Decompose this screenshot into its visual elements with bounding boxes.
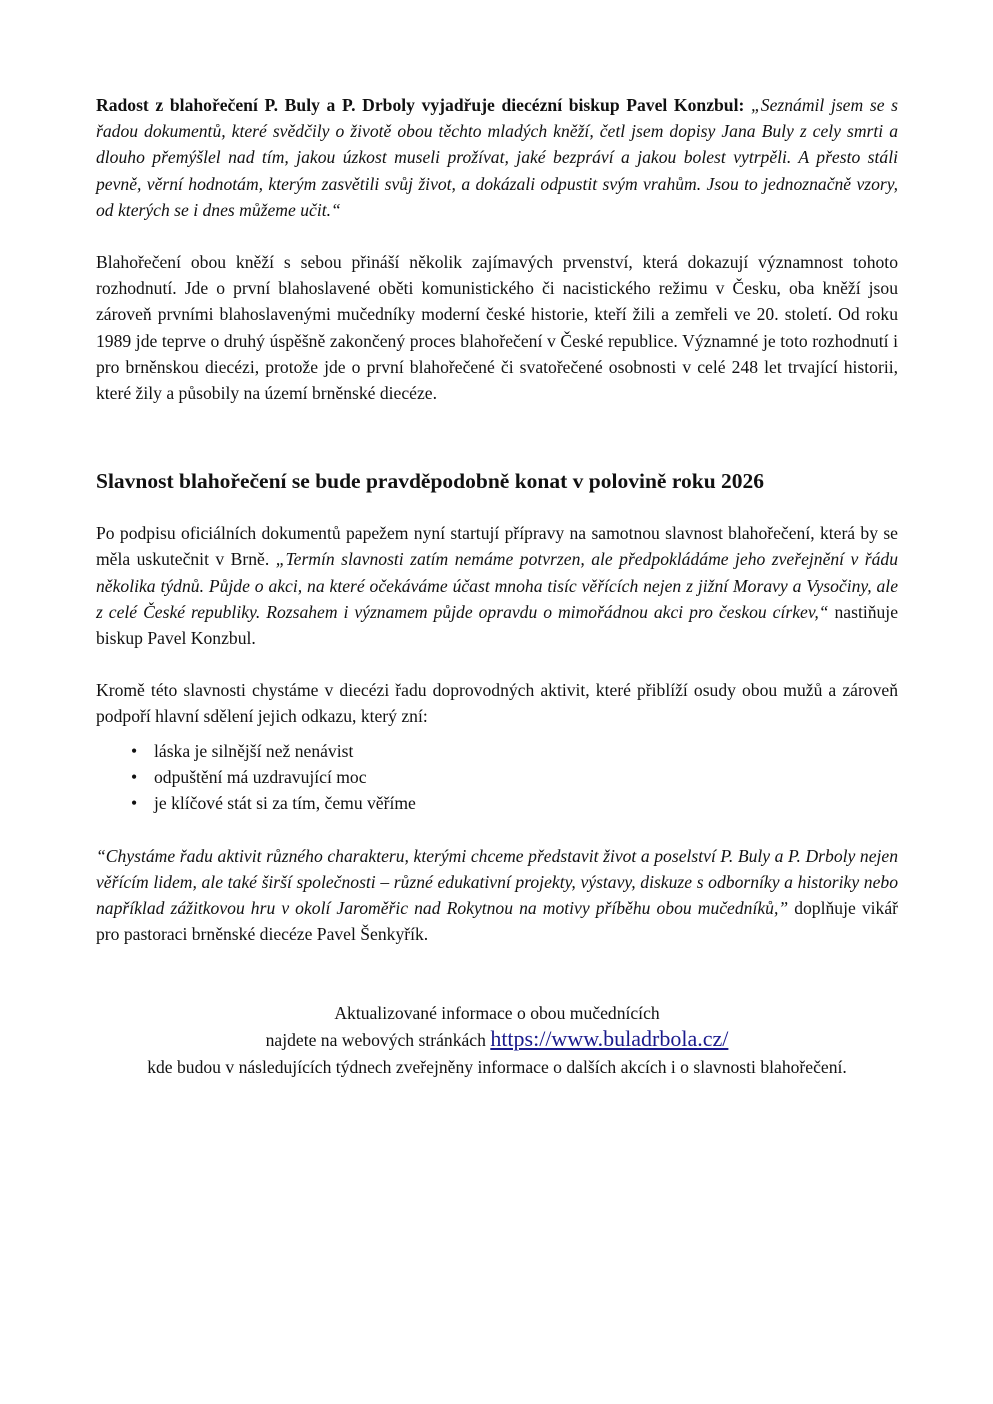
preparations-lead: Po podpisu oficiálních dokumentů papežem nyní startují přípravy na samotnou slavnost blahořečení, která by se měla uskutečnit v Brně.: [96, 523, 898, 570]
paragraph-activities: Kromě této slavnosti chystáme v diecézi řadu doprovodných aktivit, které přiblíží osudy obou mužů a zároveň podpoří hlavní sdělení jejich odkazu, který zní:: [96, 680, 898, 727]
closing-block: [86, 1000, 908, 1080]
list-item-text: odpuštění má uzdravující moc: [154, 767, 367, 788]
bullet-icon: •: [131, 767, 138, 788]
document-page: [96, 92, 898, 1080]
website-link[interactable]: https://www.buladrbola.cz/: [490, 1026, 729, 1052]
vicar-quote: “Chystáme řadu aktivit různého charakteru, kterými chceme představit život a poselství P. Buly a P. Drboly nejen věřícím lidem, ale také širší společnosti – různé edukativní projekty, výstavy, diskuze s odborníky a historiky nebo například zážitkovou hru v okolí Jaroměřic nad Rokytnou na motivy příběhu obou mučedníků,”: [96, 845, 898, 919]
list-item: [96, 738, 898, 764]
preparations-tail: nastiňuje biskup Pavel Konzbul.: [96, 601, 899, 649]
section-heading: Slavnost blahořečení se bude pravděpodobně konat v polovině roku 2026: [96, 469, 765, 494]
paragraph-firsts: Blahořečení obou kněží s sebou přináší několik zajímavých prvenství, která dokazují významnost tohoto rozhodnutí. Jde o první blahoslavené oběti komunistického či nacistického režimu v Česku, oba kněží jsou zároveň prvními blahoslavenými mučedníky moderní české historie, kteří žili a zemřeli ve 20. století. Od roku 1989 jde teprve o druhý úspěšně zakončený proces blahořečení v České republice. Významné je toto rozhodnutí i pro brněnskou diecézi, protože jde o první blahořečené či svatořečené osobnosti v celé 248 let trvající historii, které žily a působily na území brněnské diecéze.: [96, 252, 898, 404]
closing-line-3: kde budou v následujících týdnech zveřejněny informace o dalších akcích i o slavnosti blahořečení.: [147, 1056, 847, 1077]
vicar-tail: doplňuje vikář pro pastoraci brněnské diecéze Pavel Šenkyřík.: [96, 898, 898, 945]
list-item-text: je klíčové stát si za tím, čemu věříme: [154, 793, 416, 814]
closing-line-2-prefix: najdete na webových stránkách: [265, 1030, 491, 1051]
list-item-text: láska je silnější než nenávist: [154, 740, 354, 761]
message-list: [96, 738, 898, 817]
closing-line-1: Aktualizované informace o obou mučednících: [334, 1002, 660, 1023]
closing-line-2: [86, 1026, 908, 1053]
bold-lead: Radost z blahořečení P. Buly a P. Drboly vyjadřuje diecézní biskup Pavel Konzbul:: [96, 95, 745, 115]
paragraph-bishop-quote: [96, 92, 898, 223]
paragraph-preparations: [96, 520, 898, 651]
bullet-icon: •: [131, 740, 138, 761]
paragraph-vicar-quote: [96, 843, 898, 948]
list-item: [96, 790, 898, 816]
bullet-icon: •: [131, 793, 138, 814]
list-item: [96, 764, 898, 790]
bishop-quote: „Seznámil jsem se s řadou dokumentů, které svědčily o životě obou těchto mladých kněží, četl jsem dopisy Jana Buly z cely smrti a dlouho přemýšlel nad tím, jakou úzkost museli prožívat, jaké bezpráví a jakou bolest vytrpěli. A přesto stáli pevně, věrní hodnotám, kterým zasvětili svůj život, a dokázali odpustit svým vrahům. Jsou to jednoznačně vzory, od kterých se i dnes můžeme učit.“: [96, 95, 898, 220]
preparations-quote: „Termín slavnosti zatím nemáme potvrzen, ale předpokládáme jeho zveřejnění v řádu několika týdnů. Půjde o akci, na které očekáváme účast mnoha tisíc věřících nejen z jižní Moravy a Vysočiny, ale z celé České republiky. Rozsahem i významem půjde opravdu o mimořádnou akci pro českou církev,“: [96, 549, 899, 622]
